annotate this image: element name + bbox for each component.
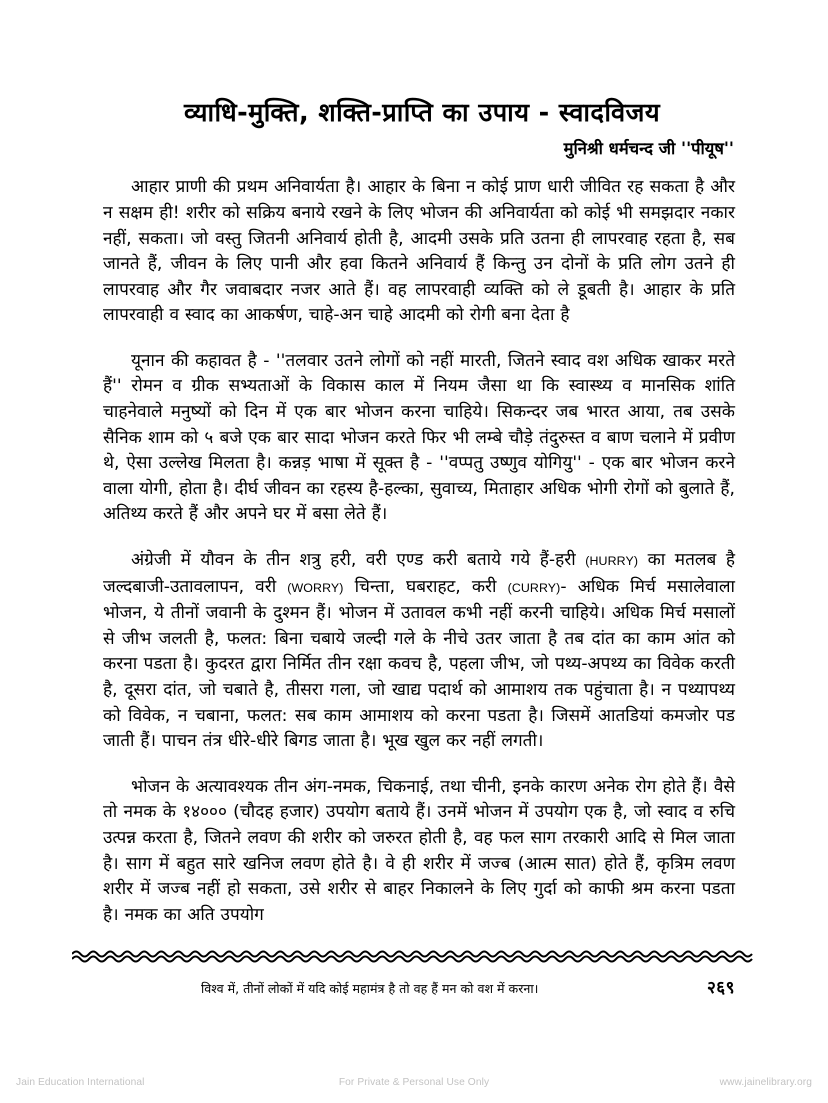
paragraph-3-text-c: चिन्ता, घबराहट, करी xyxy=(343,576,508,597)
paragraph-3-text-d: - अधिक मिर्च मसालेवाला भोजन, ये तीनों जवानी के दुश्मन हैं। भोजन में उतावल कभी नहीं करनी चाहिये। अधिक मिर्च मसालों से जीभ जलती है, फलत: बिना चबाये जल्दी गले के नीचे उतर जाता है तब दांत का काम आंत को करना पडता है। कुदरत द्वारा निर्मित तीन रक्षा कवच है, पहला जीभ, जो पथ्य-अपथ्य का विवेक करती है, दूसरा दांत, जो चबाते है, तीसरा गला, जो खाद्य पदार्थ को आमाशय तक पहुंचाता है। न पथ्यापथ्य को विवेक, न चबाना, फलत: सब काम आमाशय को करना पडता है। जिसमें आतडियां कमजोर पड जाती हैं। पाचन तंत्र धीरे-धीरे बिगड जाता है। भूख खुल कर नहीं लगती। xyxy=(103,576,735,752)
footnote-text: विश्व में, तीनों लोकों में यदि कोई महामंत्र है तो वह हैं मन को वश में करना। xyxy=(201,981,539,996)
paragraph-4 xyxy=(103,775,735,929)
paragraph-3-text-b: का मतलब है जल्दबाजी-उतावलापन, वरी xyxy=(103,550,735,597)
paragraph-2-text: यूनान की कहावत है - ''तलवार उतने लोगों को नहीं मारती, जितने स्वाद वश अधिक खाकर मरते हैं'' रोमन व ग्रीक सभ्यताओं के विकास काल में नियम जैसा था कि स्वास्थ्य व मानसिक शांति चाहनेवाले मनुष्यों को दिन में एक बार भोजन करना चाहिये। सिकन्दर जब भारत आया, तब उसके सैनिक शाम को ५ बजे एक बार सादा भोजन करते फिर भी लम्बे चौड़े तंदुरुस्त व बाण चलाने में प्रवीण थे, ऐसा उल्लेख मिलता है। कन्नड़ भाषा में सूक्त है - ''वप्पतु उष्णुव योगियु'' - एक बार भोजन करने वाला योगी, होता है। दीर्घ जीवन का रहस्य है-हल्का, सुवाच्य, मिताहार अधिक भोगी रोगों को बुलाते हैं, अतिथ्य करते हैं और अपने घर में बसा लेते हैं। xyxy=(103,350,735,525)
library-footer-center: For Private & Personal Use Only xyxy=(338,1076,490,1088)
article-body xyxy=(103,175,735,928)
paragraph-3-text-a: अंग्रेजी में यौवन के तीन शत्रु हरी, वरी एण्ड करी बताये गये हैं-हरी xyxy=(131,550,586,571)
library-footer-left: Jain Education International xyxy=(16,1076,145,1088)
english-term-hurry: (HURRY) xyxy=(585,554,639,569)
library-footer-website: www.jainelibrary.org xyxy=(719,1076,812,1088)
author-byline: मुनिश्री धर्मचन्द जी ''पीयूष'' xyxy=(563,138,734,158)
wavy-divider-ornament xyxy=(72,946,756,968)
paragraph-4-text: भोजन के अत्यावश्यक तीन अंग-नमक, चिकनाई, तथा चीनी, इनके कारण अनेक रोग होते हैं। वैसे तो नमक के १४००० (चौदह हजार) उपयोग बताये हैं। उनमें भोजन में उपयोग एक है, जो स्वाद व रुचि उत्पन्न करता है, जितने लवण की शरीर को जरुरत होती है, वह फल साग तरकारी आदि से मिल जाता है। साग में बहुत सारे खनिज लवण होते है। वे ही शरीर में जज्ब (आत्म सात) होते हैं, कृत्रिम लवण शरीर में जज्ब नहीं हो सकता, उसे शरीर से बाहर निकालने के लिए गुर्दा को काफी श्रम करना पडता है। नमक का अति उपयोग xyxy=(103,776,735,925)
paragraph-1-text: आहार प्राणी की प्रथम अनिवार्यता है। आहार के बिना न कोई प्राण धारी जीवित रह सकता है और न सक्षम ही! शरीर को सक्रिय बनाये रखने के लिए भोजन की अनिवार्यता को कोई भी समझदार नकार नहीं, सकता। जो वस्तु जितनी अनिवार्य होती है, आदमी उसके प्रति उतना ही लापरवाह रहता है, सब जानते हैं, जीवन के लिए पानी और हवा कितने अनिवार्य हैं किन्तु उन दोनों के प्रति लोग उतने ही लापरवाह और गैर जवाबदार नजर आते हैं। वह लापरवाही व्यक्ति को ले डूबती है। आहार के प्रति लापरवाही व स्वाद का आकर्षण, चाहे-अन चाहे आदमी को रोगी बना देता है xyxy=(103,177,735,326)
english-term-curry: (CURRY) xyxy=(507,580,561,595)
page-content xyxy=(103,98,735,928)
library-footer xyxy=(0,1073,828,1091)
page-number: २६९ xyxy=(706,978,735,998)
paragraph-2 xyxy=(103,349,735,528)
paragraph-1 xyxy=(103,175,735,329)
english-term-worry: (WORRY) xyxy=(287,580,344,595)
paragraph-3 xyxy=(103,548,735,755)
footnote-row xyxy=(103,975,735,998)
page-title: व्याधि-मुक्ति, शक्ति-प्राप्ति का उपाय - स्वादविजय xyxy=(183,98,661,128)
